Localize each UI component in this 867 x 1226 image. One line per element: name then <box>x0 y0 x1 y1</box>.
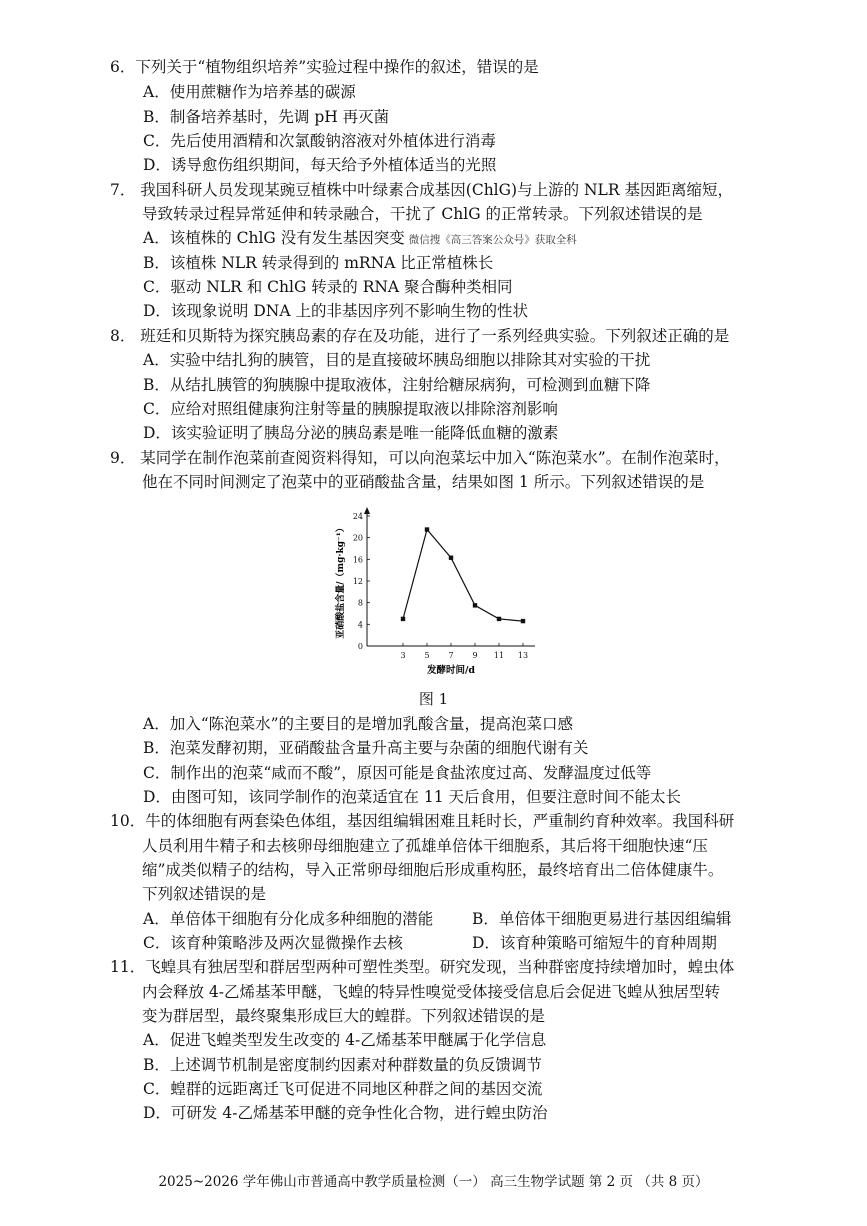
q10-option-d: D．该育种策略可缩短牛的育种周期 <box>472 934 717 952</box>
q11-stem-line2: 内会释放 4-乙烯基苯甲醚，飞蝗的特异性嗅觉受体接受信息后会促进飞蝗从独居型转 <box>142 983 721 1001</box>
q9-stem-line2: 他在不同时间测定了泡菜中的亚硝酸盐含量，结果如图 1 所示。下列叙述错误的是 <box>142 473 705 491</box>
y-axis-arrow <box>364 507 370 514</box>
chart-y-axis-label: 亚硝酸盐含量/（mg·kg⁻¹） <box>336 523 346 639</box>
q11-option-c: C．蝗群的远距离迁飞可促进不同地区种群之间的基因交流 <box>143 1080 543 1098</box>
q10-option-a: A．单倍体干细胞有分化成多种细胞的潜能 <box>143 910 434 928</box>
q9-option-b: B．泡菜发酵初期，亚硝酸盐含量升高主要与杂菌的细胞代谢有关 <box>143 739 589 757</box>
chart-ticks <box>353 512 528 660</box>
q11-stem-line1: 11．飞蝗具有独居型和群居型两种可塑性类型。研究发现，当种群密度持续增加时，蝗虫体 <box>110 958 735 976</box>
q7-option-a-row <box>143 228 577 250</box>
q6-stem: 6．下列关于“植物组织培养”实验过程中操作的叙述，错误的是 <box>110 58 539 76</box>
watermark-text: 微信搜《高三答案公众号》获取全科 <box>408 234 577 246</box>
x-tick-label: 13 <box>517 651 529 660</box>
y-tick-label: 0 <box>357 642 363 651</box>
chart-x-axis-label: 发酵时间/d <box>426 665 476 676</box>
q7-stem-line1: 7． 我国科研人员发现某豌豆植株中叶绿素合成基因(ChlG)与上游的 NLR 基因距离缩短， <box>110 181 733 199</box>
q10-stem-line1: 10．牛的体细胞有两套染色体组，基因组编辑困难且耗时长，严重制约育种效率。我国科研 <box>110 812 735 830</box>
chart-series <box>401 527 525 623</box>
q7-option-d: D．该现象说明 DNA 上的非基因序列不影响生物的性状 <box>143 302 528 320</box>
q10-stem-line3: 缩”成类似精子的结构，导入正常卵母细胞后形成重构胚，最终培育出二倍体健康牛。 <box>142 861 724 879</box>
q9-stem-line1: 9． 某同学在制作泡菜前查阅资料得知，可以向泡菜坛中加入“陈泡菜水”。在制作泡菜时， <box>110 449 730 467</box>
figure-caption: 图 1 <box>418 690 449 708</box>
data-point <box>497 617 501 621</box>
data-point <box>425 527 429 531</box>
x-tick-label: 11 <box>493 651 505 660</box>
y-tick-label: 8 <box>357 598 363 608</box>
data-point <box>449 556 453 560</box>
q11-option-a: A．促进飞蝗类型发生改变的 4-乙烯基苯甲醚属于化学信息 <box>143 1031 547 1049</box>
q8-option-a: A．实验中结扎狗的胰管，目的是直接破坏胰岛细胞以排除其对实验的干扰 <box>143 351 651 369</box>
y-tick-label: 16 <box>352 555 363 565</box>
y-tick-label: 20 <box>352 533 363 543</box>
q10-stem-line4: 下列叙述错误的是 <box>142 885 267 903</box>
q6-option-a: A．使用蔗糖作为培养基的碳源 <box>143 83 356 101</box>
q7-option-a: A．该植株的 ChlG 没有发生基因突变 <box>143 229 405 247</box>
q10-stem-line2: 人员利用牛精子和去核卵母细胞建立了孤雄单倍体干细胞系，其后将干细胞快速“压 <box>142 837 708 855</box>
page-footer: 2025~2026 学年佛山市普通高中教学质量检测（一） 高三生物学试题 第 2 页 （共 8 页） <box>158 1174 709 1190</box>
data-point <box>401 617 405 621</box>
nitrite-line-chart <box>330 503 540 683</box>
q8-option-c: C．应给对照组健康狗注射等量的胰腺提取液以排除溶剂影响 <box>143 400 558 418</box>
q6-option-d: D．诱导愈伤组织期间，每天给予外植体适当的光照 <box>143 156 497 174</box>
q10-option-c: C．该育种策略涉及两次显微操作去核 <box>143 934 403 952</box>
q6-option-b: B．制备培养基时，先调 pH 再灭菌 <box>143 108 390 126</box>
x-tick-label: 5 <box>424 651 430 660</box>
q11-option-b: B．上述调节机制是密度制约因素对种群数量的负反馈调节 <box>143 1056 542 1074</box>
y-tick-label: 24 <box>352 512 363 521</box>
q11-stem-line3: 变为群居型，最终聚集形成巨大的蝗群。下列叙述错误的是 <box>142 1007 546 1025</box>
q9-option-a: A．加入“陈泡菜水”的主要目的是增加乳酸含量，提高泡菜口感 <box>143 715 574 733</box>
q9-option-d: D．由图可知，该同学制作的泡菜适宜在 11 天后食用，但要注意时间不能太长 <box>143 788 682 806</box>
x-tick-label: 9 <box>472 651 478 660</box>
q11-option-d: D．可研发 4-乙烯基苯甲醚的竞争性化合物，进行蝗虫防治 <box>143 1104 548 1122</box>
q10-option-b: B．单倍体干细胞更易进行基因组编辑 <box>472 910 732 928</box>
y-tick-label: 12 <box>352 577 363 586</box>
data-line <box>403 530 523 622</box>
q8-stem: 8． 班廷和贝斯特为探究胰岛素的存在及功能，进行了一系列经典实验。下列叙述正确的是 <box>110 327 730 345</box>
q9-option-c: C．制作出的泡菜“咸而不酸”，原因可能是食盐浓度过高、发酵温度过低等 <box>143 764 652 782</box>
q7-option-c: C．驱动 NLR 和 ChlG 转录的 RNA 聚合酶种类相同 <box>143 278 513 296</box>
q7-stem-line2: 导致转录过程异常延伸和转录融合，干扰了 ChlG 的正常转录。下列叙述错误的是 <box>142 205 703 223</box>
data-point <box>521 619 525 623</box>
data-point <box>473 603 477 607</box>
q8-option-b: B．从结扎胰管的狗胰腺中提取液体，注射给糖尿病狗，可检测到血糖下降 <box>143 376 651 394</box>
y-tick-label: 4 <box>357 620 363 630</box>
q7-option-b: B．该植株 NLR 转录得到的 mRNA 比正常植株长 <box>143 254 494 272</box>
q6-option-c: C．先后使用酒精和次氯酸钠溶液对外植体进行消毒 <box>143 132 496 150</box>
x-tick-label: 3 <box>400 651 406 660</box>
q8-option-d: D．该实验证明了胰岛分泌的胰岛素是唯一能降低血糖的激素 <box>143 424 559 442</box>
chart-axes <box>364 507 535 646</box>
x-tick-label: 7 <box>448 651 454 660</box>
